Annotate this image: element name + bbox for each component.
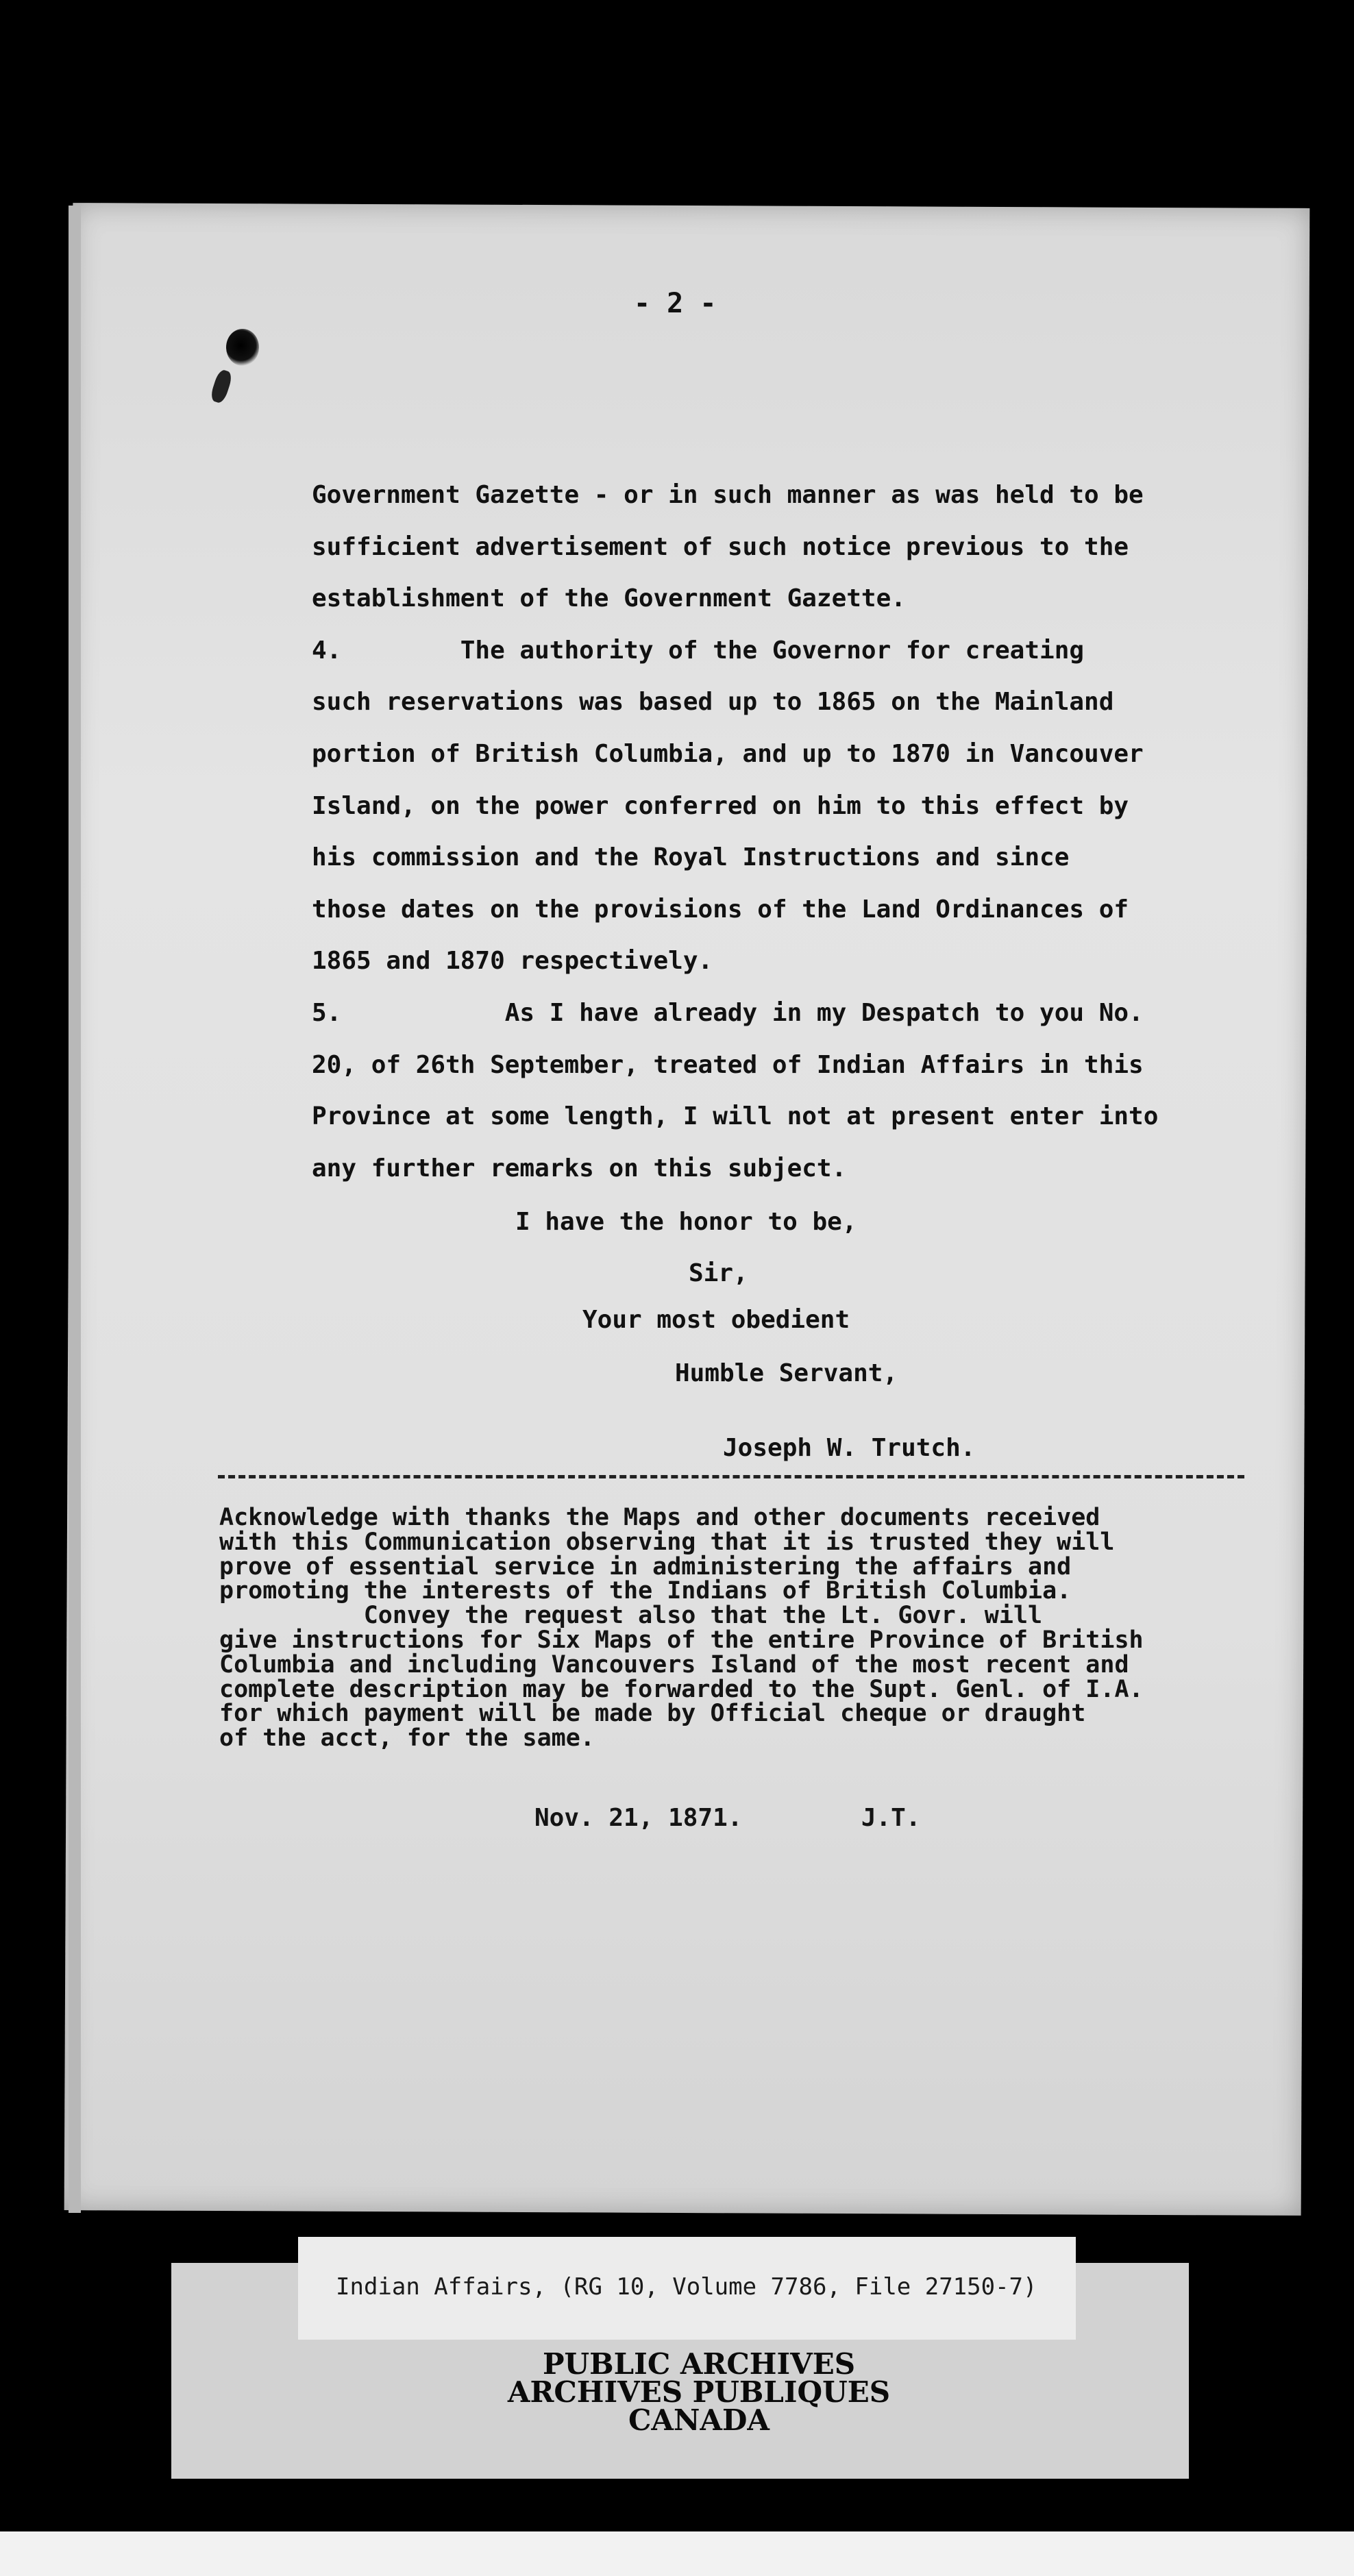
- archive-citation: Indian Affairs, (RG 10, Volume 7786, File 27150-7): [336, 2273, 1037, 2301]
- letter-line: Island, on the power conferred on him to this effect by: [312, 791, 1129, 820]
- letter-line: Government Gazette - or in such manner as was held to be: [312, 481, 1144, 509]
- closing-obedient: Your most obedient: [582, 1306, 850, 1334]
- closing-servant: Humble Servant,: [675, 1359, 898, 1387]
- memo-line: of the acct, for the same.: [219, 1724, 595, 1753]
- letter-line: 1865 and 1870 respectively.: [312, 947, 713, 976]
- memo-line: Convey the request also that the Lt. Govr. will: [219, 1602, 1043, 1630]
- memo-line: give instructions for Six Maps of the entire Province of British: [219, 1626, 1144, 1654]
- letter-line: 20, of 26th September, treated of Indian Affairs in this: [312, 1050, 1144, 1079]
- letter-line: establishment of the Government Gazette.: [312, 584, 906, 613]
- letter-line: any further remarks on this subject.: [312, 1154, 847, 1182]
- memo-line: prove of essential service in administering the affairs and: [219, 1552, 1072, 1581]
- closing-salutation: Sir,: [689, 1259, 748, 1287]
- memo-line: with this Communication observing that it is trusted they will: [219, 1528, 1115, 1556]
- letter-line: 4. The authority of the Governor for creating: [312, 636, 1085, 665]
- memo-line: Acknowledge with thanks the Maps and other documents received: [219, 1504, 1100, 1531]
- memo-line: promoting the interests of the Indians of British Columbia.: [219, 1577, 1072, 1605]
- closing-honor: I have the honor to be,: [515, 1208, 857, 1236]
- dashed-divider: [218, 1475, 1244, 1478]
- ink-blot: [226, 329, 259, 366]
- stamp-line: CANADA: [628, 2403, 770, 2437]
- memo-note: [219, 1506, 1247, 1751]
- letter-body: [312, 469, 1230, 1194]
- paper-left-edge: [69, 206, 81, 2213]
- letter-line: portion of British Columbia, and up to 1870 in Vancouver: [312, 739, 1144, 768]
- letter-line: those dates on the provisions of the Land Ordinances of: [312, 895, 1129, 924]
- letter-line: his commission and the Royal Instructions and since: [312, 843, 1070, 872]
- letter-line: 5. As I have already in my Despatch to you No.: [312, 998, 1144, 1027]
- letter-line: sufficient advertisement of such notice previous to the: [312, 532, 1129, 561]
- letter-line: such reservations was based up to 1865 on the Mainland: [312, 688, 1114, 717]
- memo-line: for which payment will be made by Official cheque or draught: [219, 1700, 1086, 1728]
- signature: Joseph W. Trutch.: [723, 1434, 976, 1462]
- memo-line: Columbia and including Vancouvers Island of the most recent and: [219, 1650, 1129, 1679]
- stamp-line: PUBLIC ARCHIVES: [542, 2347, 856, 2381]
- memo-date-initials: Nov. 21, 1871. J.T.: [534, 1804, 921, 1832]
- page-number: - 2 -: [634, 288, 717, 319]
- memo-line: complete description may be forwarded to the Supt. Genl. of I.A.: [219, 1675, 1144, 1703]
- scan-bottom-margin: [0, 2531, 1354, 2576]
- letter-line: Province at some length, I will not at present enter into: [312, 1102, 1159, 1131]
- stamp-line: ARCHIVES PUBLIQUES: [507, 2375, 891, 2409]
- archive-stamp: [480, 2347, 918, 2437]
